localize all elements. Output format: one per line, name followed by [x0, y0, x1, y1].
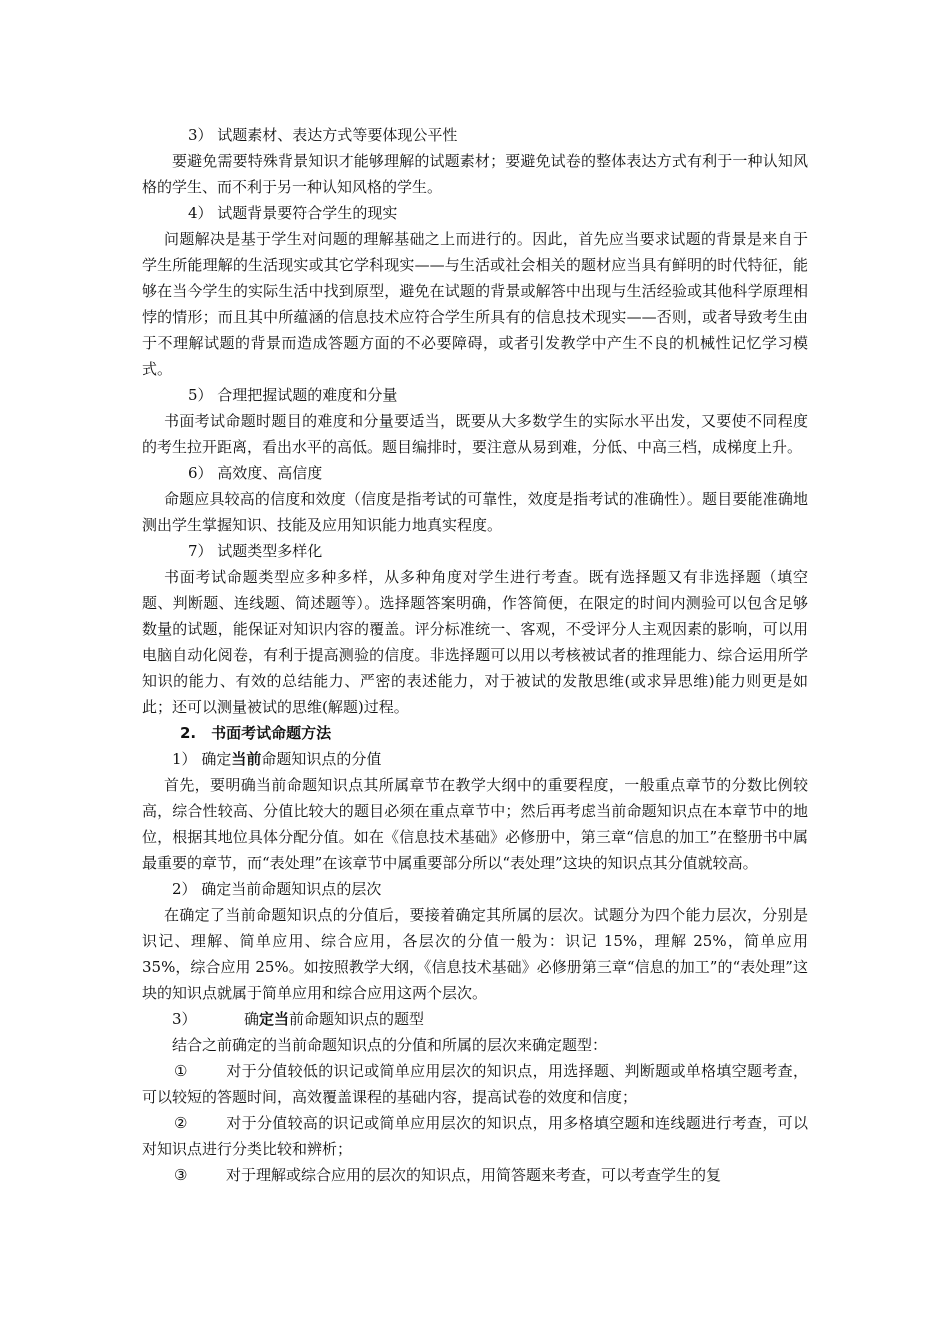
subheading-1-post: 命题知识点的分值: [261, 750, 382, 768]
document-page: [142, 122, 808, 1188]
subheading-1-pre: 确定: [201, 750, 232, 768]
list-item-3-marker: ③: [174, 1166, 188, 1184]
list-item-1-text: 对于分值较低的识记或简单应用层次的知识点，用选择题、判断题或单格填空题考查，可以较短的答题时间，高效覆盖课程的基础内容，提高试卷的效度和信度；: [142, 1062, 808, 1106]
subheading-3-bold: 定当: [259, 1010, 290, 1028]
subheading-3-post: 前命题知识点的题型: [289, 1010, 425, 1028]
list-item-2: [142, 1110, 808, 1162]
paragraph-level: 在确定了当前命题知识点的分值后，要接着确定其所属的层次。试题分为四个能力层次，分别是识记、理解、简单应用、综合应用，各层次的分值一般为：识记 15%，理解 25%，简单应用 35%，综合应用 25%。如按照教学大纲，《信息技术基础》必修册第三章“信息的加工”的“表处理”这块的知识点就属于简单应用和综合应用这两个层次。: [142, 906, 808, 1002]
paragraph-score: 首先，要明确当前命题知识点其所属章节在教学大纲中的重要程度，一般重点章节的分数比例较高，综合性较高、分值比较大的题目必须在重点章节中；然后再考虑当前命题知识点在本章节中的地位，根据其地位具体分配分值。如在《信息技术基础》必修册中，第三章“信息的加工”在整册书中属最重要的章节，而“表处理”在该章节中属重要部分所以“表处理”这块的知识点其分值就较高。: [142, 776, 808, 872]
list-item-2-marker: ②: [174, 1114, 188, 1132]
heading-item-3: 3） 试题素材、表达方式等要体现公平性: [188, 126, 458, 144]
subheading-3-number: 3）: [172, 1010, 197, 1028]
subheading-3: [142, 1006, 808, 1032]
list-item-2-text: 对于分值较高的识记或简单应用层次的知识点，用多格填空题和连线题进行考查，可以对知识点进行分类比较和辨析；: [142, 1114, 808, 1158]
paragraph-validity: 命题应具较高的信度和效度（信度是指考试的可靠性，效度是指考试的准确性）。题目要能准确地测出学生掌握知识、技能及应用知识能力地真实程度。: [142, 490, 808, 534]
subheading-3-pre: 确: [244, 1010, 260, 1028]
list-item-1-marker: ①: [174, 1062, 188, 1080]
paragraph-background: 问题解决是基于学生对问题的理解基础之上而进行的。因此，首先应当要求试题的背景是来自于学生所能理解的生活现实或其它学科现实——与生活或社会相关的题材应当具有鲜明的时代特征，能够在当今学生的实际生活中找到原型，避免在试题的背景或解答中出现与生活经验或其他科学原理相悖的情形；而且其中所蕴涵的信息技术应符合学生所具有的信息技术现实——否则，或者导致考生由于不理解试题的背景而造成答题方面的不必要障碍，或者引发教学中产生不良的机械性记忆学习模式。: [142, 230, 808, 378]
subheading-1: [142, 746, 808, 772]
paragraph-question-form: 结合之前确定的当前命题知识点的分值和所属的层次来确定题型：: [172, 1036, 608, 1054]
subheading-1-number: 1）: [172, 750, 197, 768]
heading-item-5: 5） 合理把握试题的难度和分量: [188, 386, 398, 404]
subheading-1-bold: 当前: [231, 750, 262, 768]
list-item-3-text: 对于理解或综合应用的层次的知识点，用简答题来考查，可以考查学生的复: [226, 1166, 722, 1184]
subheading-2: 2） 确定当前命题知识点的层次: [172, 880, 382, 898]
heading-item-7: 7） 试题类型多样化: [188, 542, 323, 560]
heading-item-4: 4） 试题背景要符合学生的现实: [188, 204, 398, 222]
paragraph-difficulty: 书面考试命题时题目的难度和分量要适当，既要从大多数学生的实际水平出发，又要使不同程度的考生拉开距离，看出水平的高低。题目编排时，要注意从易到难，分低、中高三档，成梯度上升。: [142, 412, 808, 456]
heading-item-6: 6） 高效度、高信度: [188, 464, 323, 482]
list-item-3: [142, 1162, 808, 1188]
list-item-1: [142, 1058, 808, 1110]
paragraph-question-types: 书面考试命题类型应多种多样，从多种角度对学生进行考查。既有选择题又有非选择题（填空题、判断题、连线题、简述题等）。选择题答案明确，作答简便，在限定的时间内测验可以包含足够数量的试题，能保证对知识内容的覆盖。评分标准统一、客观，不受评分人主观因素的影响，可以用电脑自动化阅卷，有利于提高测验的信度。非选择题可以用以考核被试者的推理能力、综合运用所学知识的能力、有效的总结能力、严密的表述能力，对于被试的发散思维(或求异思维)能力则更是如此；还可以测量被试的思维(解题)过程。: [142, 568, 808, 716]
section-heading-2: 2. 书面考试命题方法: [180, 724, 332, 742]
paragraph-fairness: 要避免需要特殊背景知识才能够理解的试题素材；要避免试卷的整体表达方式有利于一种认知风格的学生、而不利于另一种认知风格的学生。: [142, 152, 808, 196]
